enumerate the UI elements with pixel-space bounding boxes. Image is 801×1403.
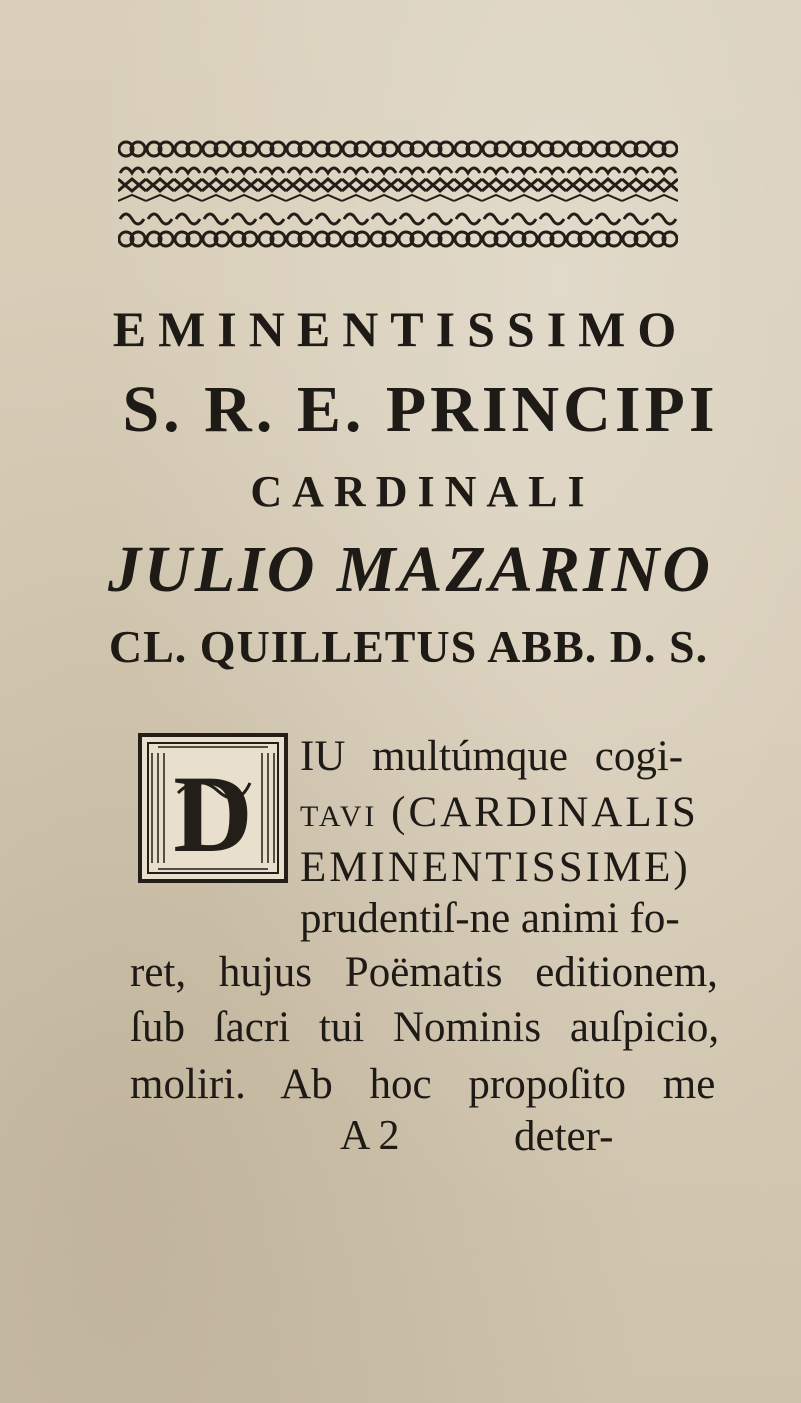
dedication-author: CL. QUILLETUS ABB. D. S. <box>108 621 709 672</box>
ornamental-headpiece <box>118 135 678 265</box>
dedication-title-name: JULIO MAZARINO <box>108 533 713 606</box>
dedication-title-eminentissimo: EMINENTISSIMO <box>112 301 689 357</box>
text-line-7: moliri. Ab hoc propoſito me <box>130 1061 716 1108</box>
text-line-2: tavi (CARDINALIS <box>300 789 699 836</box>
text-line-4: prudentiſ-ne animi fo- <box>300 895 680 942</box>
dedication-title-principi: S. R. E. PRINCIPI <box>122 373 719 446</box>
svg-text:D: D <box>173 753 253 875</box>
text-line-1: IU multúmque cogi- <box>300 733 684 780</box>
text-line-6: ſub ſacri tui Nominis auſpicio, <box>130 1004 720 1051</box>
text-line-3: EMINENTISSIME) <box>300 844 691 891</box>
text-line-5: ret, hujus Poëmatis editionem, <box>130 949 718 996</box>
catchword: deter- <box>514 1113 614 1160</box>
signature-mark: A 2 <box>340 1113 400 1159</box>
decorated-initial <box>138 733 288 883</box>
dedication-title-cardinali: CARDINALI <box>250 467 595 516</box>
